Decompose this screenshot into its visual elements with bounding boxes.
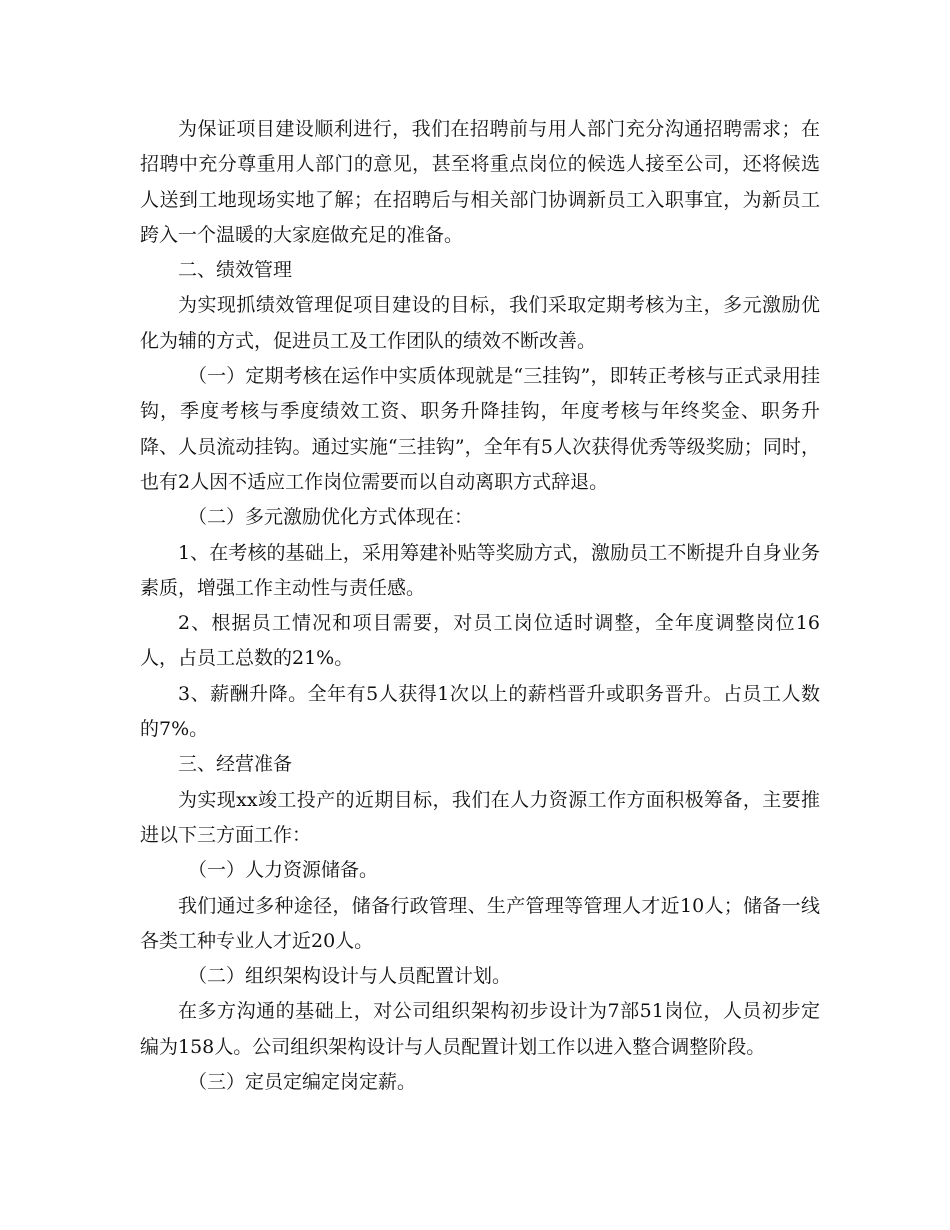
heading-operation-preparation: 三、经营准备 <box>178 753 293 776</box>
list-item-incentive-3: 3、薪酬升降。全年有5人获得1次以上的薪档晋升或职务晋升。占员工人数的7%。 <box>140 682 820 741</box>
list-item-incentive-2: 2、根据员工情况和项目需要，对员工岗位适时调整，全年度调整岗位16人，占员工总数的21%。 <box>140 612 820 670</box>
paragraph-incentive-methods: （二）多元激励优化方式体现在： <box>188 506 474 529</box>
paragraph-performance-intro: 为实现抓绩效管理促项目建设的目标，我们采取定期考核为主，多元激励优化为辅的方式，促进员工及工作团队的绩效不断改善。 <box>140 294 820 352</box>
subheading-staffing: （三）定员定编定岗定薪。 <box>188 1071 417 1094</box>
list-item-incentive-1: 1、在考核的基础上，采用筹建补贴等奖励方式，激励员工不断提升自身业务素质，增强工作主动性与责任感。 <box>140 541 820 599</box>
paragraph-operation-intro: 为实现xx竣工投产的近期目标，我们在人力资源工作方面积极筹备，主要推进以下三方面工作： <box>140 788 820 846</box>
subheading-hr-reserve: （一）人力资源储备。 <box>188 859 379 882</box>
heading-performance-management: 二、绩效管理 <box>178 259 293 282</box>
paragraph-hr-reserve: 我们通过多种途径，储备行政管理、生产管理等管理人才近10人；储备一线各类工种专业人才近20人。 <box>140 894 820 952</box>
paragraph-periodic-assessment: （一）定期考核在运作中实质体现就是“三挂钩”，即转正考核与正式录用挂钩，季度考核与季度绩效工资、职务升降挂钩，年度考核与年终奖金、职务升降、人员流动挂钩。通过实施“三挂钩”，全年有5人次获得优秀等级奖励；同时，也有2人因不适应工作岗位需要而以自动离职方式辞退。 <box>140 365 820 493</box>
paragraph-recruitment: 为保证项目建设顺利进行，我们在招聘前与用人部门充分沟通招聘需求；在招聘中充分尊重用人部门的意见，甚至将重点岗位的候选人接至公司，还将候选人送到工地现场实地了解；在招聘后与相关部门协调新员工入职事宜，为新员工跨入一个温暖的大家庭做充足的准备。 <box>140 118 820 246</box>
subheading-org-structure: （二）组织架构设计与人员配置计划。 <box>188 965 512 988</box>
paragraph-org-structure: 在多方沟通的基础上，对公司组织架构初步设计为7部51岗位，人员初步定编为158人。公司组织架构设计与人员配置计划工作以进入整合调整阶段。 <box>140 1000 820 1058</box>
document-body <box>140 112 820 1100</box>
